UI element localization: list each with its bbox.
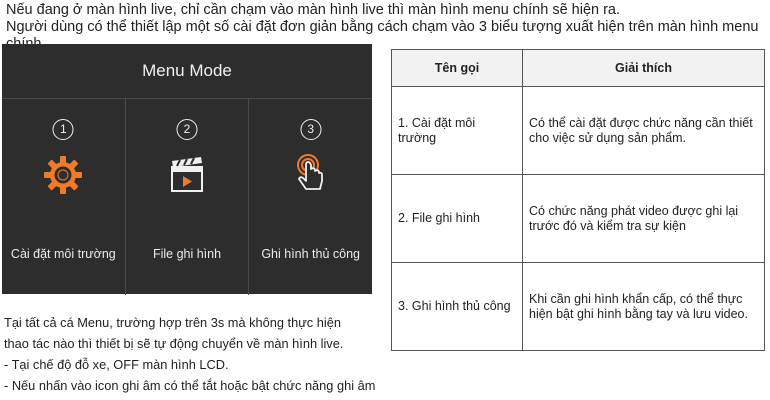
- menu-item-label: Ghi hình thủ công: [261, 247, 361, 261]
- notes: [4, 312, 384, 396]
- intro-line-1: Nếu đang ở màn hình live, chỉ cần chạm vào màn hình live thì màn hình menu chính sẽ hiện ra.: [6, 2, 621, 18]
- row-name: 1. Cài đặt môi trường: [392, 87, 523, 175]
- header-description: Giải thích: [523, 50, 765, 87]
- tap-hand-icon: [289, 153, 333, 197]
- table-header-row: [392, 50, 765, 87]
- table-row: [392, 263, 765, 351]
- menu-item-label: File ghi hình: [152, 247, 222, 261]
- menu-info-table: [391, 49, 765, 351]
- video-file-icon: [165, 153, 209, 197]
- row-description: Có chức năng phát video được ghi lại trước đó và kiểm tra sự kiện: [523, 175, 765, 263]
- menu-item-video-files[interactable]: [125, 99, 249, 295]
- item-number-1: 1: [53, 119, 74, 140]
- header-name: Tên gọi: [392, 50, 523, 87]
- item-number-2: 2: [177, 119, 198, 140]
- note-line-3: - Tại chế độ đỗ xe, OFF màn hình LCD.: [4, 357, 229, 372]
- menu-item-label: Cài đặt môi trường: [10, 247, 116, 261]
- menu-title: Menu Mode: [2, 44, 372, 99]
- note-line-1: Tại tất cả cá Menu, trường hợp trên 3s mà không thực hiện: [4, 315, 341, 330]
- menu-item-settings[interactable]: [2, 99, 125, 295]
- note-line-4: - Nếu nhấn vào icon ghi âm có thể tắt hoặc bật chức năng ghi âm: [4, 378, 376, 393]
- menu-mode-screen: [2, 44, 372, 294]
- intro-line-2: Người dùng có thể thiết lập một số cài đặt đơn giản bằng cách chạm vào 3 biểu tượng xuất hiện trên màn hình menu: [6, 19, 759, 35]
- menu-item-manual-record[interactable]: [248, 99, 372, 295]
- row-description: Khi cần ghi hình khẩn cấp, có thể thực hiện bật ghi hình bằng tay và lưu video.: [523, 263, 765, 351]
- table-row: [392, 87, 765, 175]
- note-line-2: thao tác nào thì thiết bị sẽ tự động chuyển về màn hình live.: [4, 336, 344, 351]
- item-number-3: 3: [300, 119, 321, 140]
- gear-icon: [41, 153, 85, 197]
- table-row: [392, 175, 765, 263]
- row-name: 2. File ghi hình: [392, 175, 523, 263]
- row-description: Có thể cài đặt được chức năng cần thiết cho việc sử dụng sản phẩm.: [523, 87, 765, 175]
- row-name: 3. Ghi hình thủ công: [392, 263, 523, 351]
